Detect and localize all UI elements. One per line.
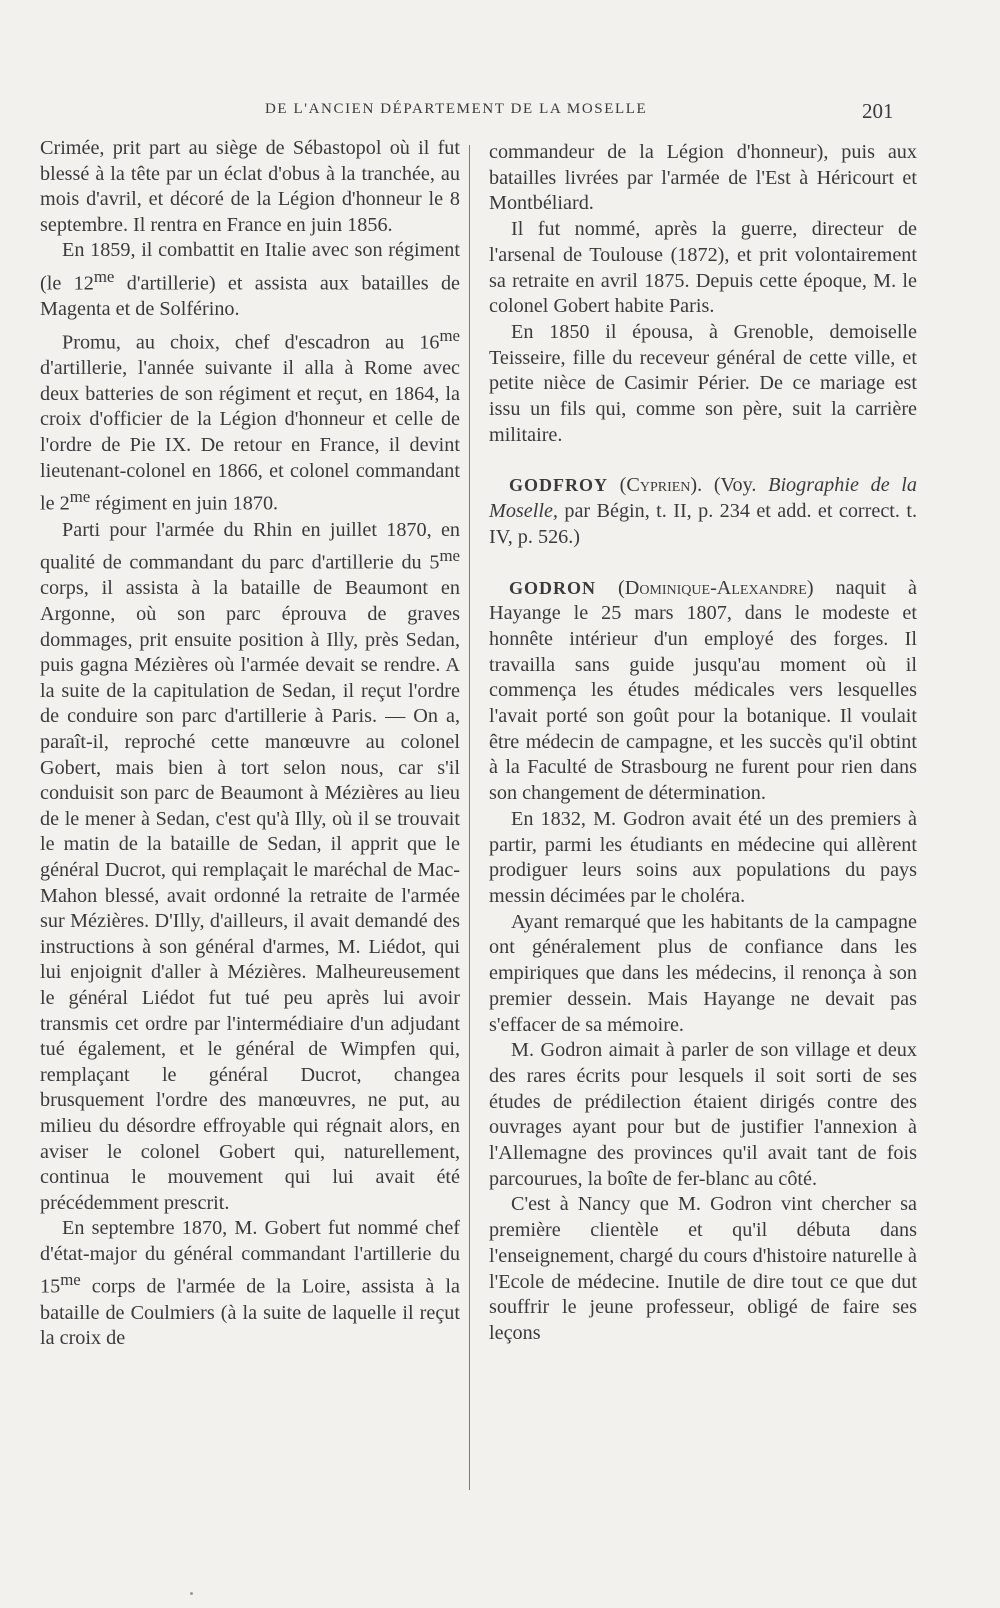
paragraph: Il fut nommé, après la guerre, directeur de l'arsenal de Toulouse (1872), et prit volontairement sa retraite en avril 1875. Depuis cette époque, M. le colonel Gobert habite Paris. (489, 218, 917, 318)
paragraph: En 1850 il épousa, à Grenoble, demoiselle Teisseire, fille du receveur général de cette ville, et petite nièce de Casimir Périer. De ce mariage est issu un fils qui, comme son père, suit la carrière militaire. (489, 320, 917, 446)
running-header: DE L'ANCIEN DÉPARTEMENT DE LA MOSELLE (265, 101, 648, 117)
paragraph: Promu, au choix, chef d'escadron au $16^{me}$ d'artillerie, l'année suivante il alla à Rome avec deux batteries de son régiment et reçut, en 1864, la croix d'officier de la Légion d'honneur et celle de l'ordre de Pie IX. De retour en France, il devint lieutenant-colonel en 1866, et colonel commandant le $2^{me}$ régiment en juin 1870. (40, 325, 460, 515)
paragraph: En septembre 1870, M. Gobert fut nommé chef d'état-major du général commandant l'artillerie du $15^{me}$ corps de l'armée de la Loire, assista à la bataille de Coulmiers (à la suite de laquelle il reçut la croix de (40, 1217, 460, 1350)
paragraph: C'est à Nancy que M. Godron vint chercher sa première clientèle et qu'il débuta dans l'enseignement, chargé du cours d'histoire naturelle à l'Ecole de médecine. Inutile de dire tout ce que dut souffrir le jeune professeur, obligé de faire ses leçons (489, 1193, 917, 1344)
spacer (489, 551, 917, 576)
paragraph: En 1859, il combattit en Italie avec son régiment (le $12^{me}$ d'artillerie) et assista aux batailles de Magenta et de Solférino. (40, 239, 460, 321)
entry-godfroy: GODFROY (Cyprien). (Voy. Biographie de la Moselle, par Bégin, t. II, p. 234 et add. et correct. t. IV, p. 526.) (489, 474, 918, 548)
paragraph: M. Godron aimait à parler de son village et deux des rares écrits pour lesquels il soit sorti de ses études de prédilection étaient dirigés contre des ouvrages ayant pour but de justifier l'annexion à l'Allemagne des provinces qu'il avait tant de fois parcourues, la boîte de fer-blanc au côté. (489, 1039, 917, 1190)
paragraph: Parti pour l'armée du Rhin en juillet 1870, en qualité de commandant du parc d'artillerie du $5^{me}$ corps, il assista à la bataille de Beaumont en Argonne, où son parc éprouva de graves dommages, prit ensuite position à Illy, près Sedan, puis gagna Mézières où l'armée devait se rendre. A la suite de la capitulation de Sedan, il reçut l'ordre de conduire son parc d'artillerie à Paris. — On a, paraît-il, reproché cette manœuvre au colonel Gobert, mais bien à tort selon nous, car s'il conduisit son parc de Beaumont à Mézières au lieu de le mener à Sedan, c'est qu'à Illy, où il se trouvait le matin de la bataille de Sedan, il apprit que le général Ducrot, qui remplaçait le maréchal de Mac-Mahon blessé, avait ordonné la retraite de l'armée sur Mézières. D'Illy, d'ailleurs, il avait demandé des instructions à son général d'armes, M. Liédot, qui lui enjoignit d'aller à Mézières. Malheureusement le général Liédot fut tué peu après lui avoir transmis cet ordre par l'intermédiaire d'un adjudant tué également, et le général de Wimpfen qui, remplaçant le général Ducrot, changea brusquement l'ordre des manœuvres, ne put, au milieu du désordre effroyable qui régnait alors, en aviser le colonel Gobert qui, naturellement, continua le mouvement qui lui avait été précédemment prescrit. (40, 518, 460, 1214)
spacer (489, 448, 917, 473)
paragraph: Ayant remarqué que les habitants de la campagne ont généralement plus de confiance dans les empiriques que dans les médecins, il renonça à son premier dessein. Mais Hayange ne devait pas s'effacer de sa mémoire. (489, 910, 917, 1036)
column-divider (469, 145, 470, 1490)
left-column (40, 136, 460, 1352)
page-number: 201 (862, 99, 894, 123)
right-column (489, 140, 917, 1347)
paragraph: En 1832, M. Godron avait été un des premiers à partir, parmi les étudiants en médecine qui allèrent prodiguer leurs soins aux populations du pays messin décimées par le choléra. (489, 807, 917, 907)
paragraph: commandeur de la Légion d'honneur), puis aux batailles livrées par l'armée de l'Est à Héricourt et Montbéliard. (489, 141, 917, 215)
entry-godron: GODRON (Dominique-Alexandre) naquit à Hayange le 25 mars 1807, dans le modeste et honnête intérieur d'un employé des forges. Il travailla sans guide jusqu'au moment où il commença les études médicales vers lesquelles l'avait porté son goût pour la botanique. Il voulait être médecin de campagne, et les succès qu'il obtint à la Faculté de Strasbourg ne furent pour rien dans son changement de détermination. (489, 576, 917, 805)
paragraph: Crimée, prit part au siège de Sébastopol où il fut blessé à la tête par un éclat d'obus à la tranchée, au mois d'avril, et décoré de la Légion d'honneur le 8 septembre. Il rentra en France en juin 1856. (40, 137, 460, 236)
entry-name: GODRON (509, 577, 596, 598)
entry-name: GODFROY (509, 475, 608, 496)
paper-speck (190, 1592, 193, 1595)
